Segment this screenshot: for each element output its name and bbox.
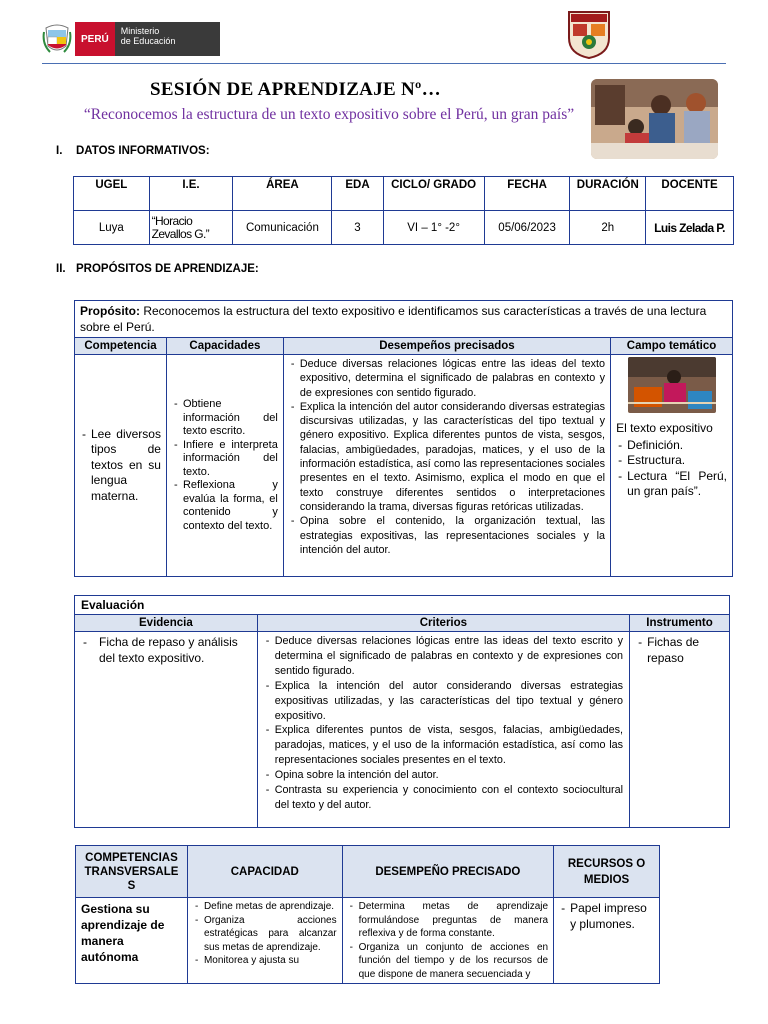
peru-crest-icon (42, 22, 72, 56)
brand-ministry-line2: de Educación (120, 36, 176, 46)
hdr-desempenos: Desempeños precisados (283, 338, 610, 355)
col-ie: I.E. (149, 177, 233, 211)
criterio-item: - Explica la intención del autor considerando diversas estrategias expositivas utilizadas, y las características del tipo textual y género expositivo. (264, 679, 623, 724)
col-area: ÁREA (233, 177, 332, 211)
transversal-capacidad-item: - Define metas de aprendizaje. (193, 900, 337, 914)
page-subtitle: “Reconocemos la estructura de un texto expositivo sobre el Perú, un gran país” (83, 106, 575, 123)
section2-heading (56, 263, 259, 275)
hdr-desempeno-precisado: DESEMPEÑO PRECISADO (342, 846, 553, 898)
transversal-competencia: Gestiona su aprendizaje de manera autónoma (76, 898, 188, 984)
page-title: SESIÓN DE APRENDIZAJE Nº… (150, 79, 441, 100)
criterios-cell (257, 632, 629, 828)
evidencia-text: - Ficha de repaso y análisis del texto expositivo. (81, 635, 251, 666)
transversal-desempeno-item: - Organiza un conjunto de acciones en función del tiempo y de los recursos de que dispone de manera secuenciada y (348, 941, 548, 982)
proposito-cell (75, 301, 733, 338)
hdr-capacidad: CAPACIDAD (187, 846, 342, 898)
proposito-text: Reconocemos la estructura del texto expositivo e identificamos sus características a través de una lectura sobre el Perú. (80, 304, 707, 334)
evaluacion-title: Evaluación (75, 596, 730, 615)
desempeno-item: - Explica la intención del autor considerando diversas estrategias discursivas utilizadas, y las características del tipo textual y género expositivo. Explica diferentes puntos de vista, sesgos, falacias, ambigüedades, paradojas, matices, y el uso de la información estadística, así como las representaciones sociales presentes en el texto. Asimismo, explica el modo en que el texto construye diferentes sentidos o interpretaciones considerando la trama, diversas figuras retóricas utilizadas. (289, 400, 605, 514)
classroom-photo (591, 79, 718, 159)
hdr-recursos: RECURSOS O MEDIOS (554, 846, 660, 898)
campo-item: - Lectura “El Perú, un gran país”. (616, 469, 727, 500)
hdr-criterios: Criterios (257, 615, 629, 632)
evaluacion-table (74, 595, 730, 828)
desempeno-item: - Opina sobre el contenido, la organización textual, las estrategias expositivas, las representaciones sociales y la intención del autor. (289, 514, 605, 557)
campo-item: - Definición. (616, 438, 727, 454)
brand-country: PERÚ (75, 22, 115, 56)
capacidad-item: - Infiere e interpreta información del texto. (172, 439, 278, 480)
section2-num: II. (56, 263, 66, 275)
cell-eda: 3 (332, 211, 383, 245)
criterio-item: - Deduce diversas relaciones lógicas entre las ideas del texto escrito y determina el significado de palabras en contexto y de expresiones con sentido figurado. (264, 634, 623, 679)
capacidad-item: - Reflexiona y evalúa la forma, el contenido y contexto del texto. (172, 479, 278, 533)
section1-heading (56, 145, 210, 157)
criterio-item: - Contrasta su experiencia y conocimiento con el contexto sociocultural del texto y del autor. (264, 783, 623, 813)
brand-ministry-line1: Ministerio (120, 26, 160, 36)
cell-duracion: 2h (570, 211, 646, 245)
transversales-table (75, 845, 660, 984)
datos-table (73, 176, 734, 245)
col-docente: DOCENTE (646, 177, 734, 211)
cell-ugel: Luya (74, 211, 150, 245)
competencia-cell (75, 355, 167, 577)
section1-num: I. (56, 145, 63, 157)
cell-fecha: 05/06/2023 (484, 211, 570, 245)
capacidad-item: - Obtiene información del texto escrito. (172, 398, 278, 439)
transversal-recursos-text: - Papel impreso y plumones. (559, 901, 654, 932)
col-ciclo: CICLO/ GRADO (383, 177, 484, 211)
hdr-instrumento: Instrumento (630, 615, 730, 632)
section1-title: DATOS INFORMATIVOS: (76, 145, 210, 157)
transversal-capacidad-item: - Monitorea y ajusta su (193, 954, 337, 968)
transversal-desempeno-cell (342, 898, 553, 984)
cell-ie: “Horacio Zevallos G.” (149, 211, 233, 245)
transversal-recursos-cell (554, 898, 660, 984)
instrumento-text: - Fichas de repaso (636, 635, 723, 666)
campo-intro: El texto expositivo (616, 421, 713, 435)
instrumento-cell (630, 632, 730, 828)
cell-ciclo: VI – 1° -2° (383, 211, 484, 245)
transversal-capacidad-cell (187, 898, 342, 984)
capacidades-cell (166, 355, 283, 577)
campo-cell (611, 355, 733, 577)
desempeno-item: - Deduce diversas relaciones lógicas entre las ideas del texto expositivo, determina el significado de palabras en contexto y de expresiones con sentido figurado. (289, 357, 605, 400)
col-fecha: FECHA (484, 177, 570, 211)
proposito-table (74, 300, 733, 577)
transversal-capacidad-item: - Organiza acciones estratégicas para alcanzar sus metas de aprendizaje. (193, 914, 337, 955)
hdr-capacidades: Capacidades (166, 338, 283, 355)
weaver-photo (628, 357, 716, 413)
proposito-label: Propósito: (80, 304, 140, 318)
hdr-campo: Campo temático (611, 338, 733, 355)
header-rule (42, 63, 726, 64)
school-logo (563, 8, 615, 60)
criterio-item: - Opina sobre la intención del autor. (264, 768, 623, 783)
campo-item: - Estructura. (616, 453, 727, 469)
col-ugel: UGEL (74, 177, 150, 211)
minedu-logo (42, 22, 220, 56)
cell-area: Comunicación (233, 211, 332, 245)
hdr-evidencia: Evidencia (75, 615, 258, 632)
criterio-item: - Explica diferentes puntos de vista, sesgos, falacias, ambigüedades, paradojas, matices, y el uso de la información estadística, así como las representaciones sociales presentes en el texto. (264, 723, 623, 768)
desempenos-cell (283, 355, 610, 577)
hdr-competencias-transversales: COMPETENCIAS TRANSVERSALE S (76, 846, 188, 898)
transversal-desempeno-item: - Determina metas de aprendizaje formulándose preguntas de manera reflexiva y de forma constante. (348, 900, 548, 941)
col-eda: EDA (332, 177, 383, 211)
evidencia-cell (75, 632, 258, 828)
section2-title: PROPÓSITOS DE APRENDIZAJE: (76, 263, 259, 275)
cell-docente: Luis Zelada P. (646, 211, 734, 245)
competencia-text: - Lee diversos tipos de textos en su lengua materna. (80, 427, 161, 505)
hdr-competencia: Competencia (75, 338, 167, 355)
brand-ministry (115, 22, 220, 56)
col-duracion: DURACIÓN (570, 177, 646, 211)
